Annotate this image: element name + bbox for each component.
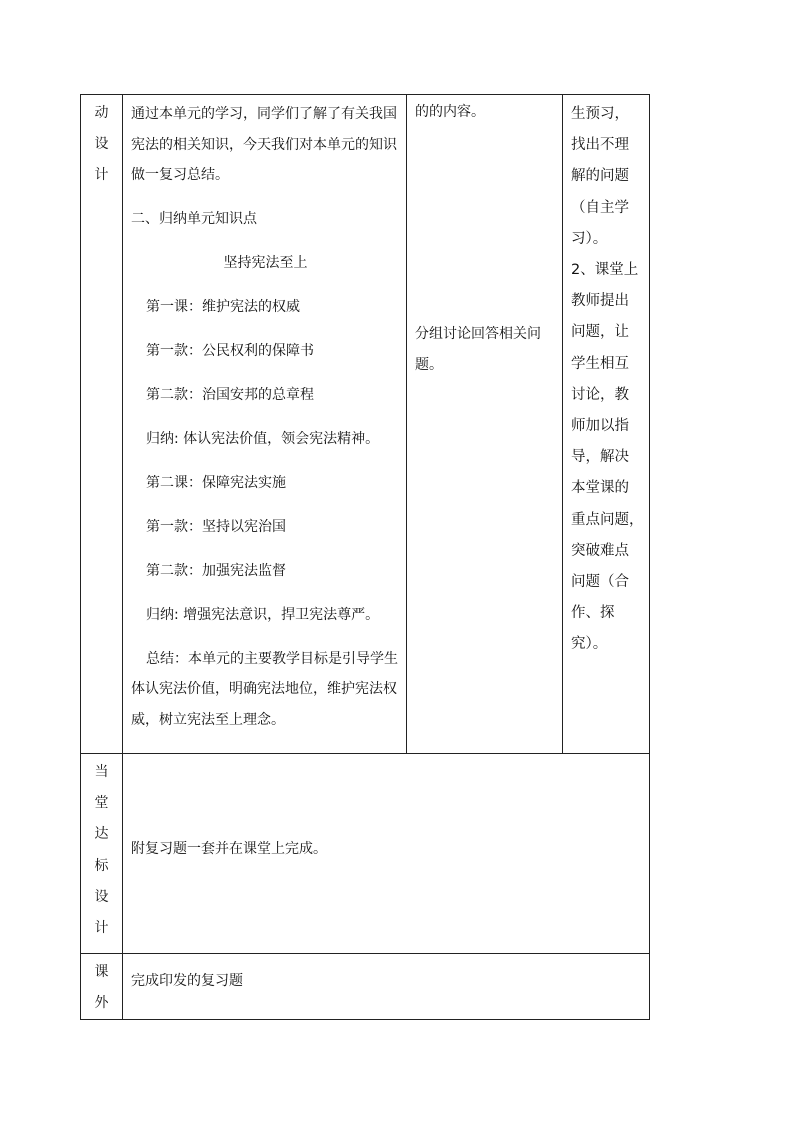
- content-line: 第二款：治国安邦的总章程: [146, 386, 314, 403]
- homework-label: [81, 954, 122, 1019]
- unit-title: 坚持宪法至上: [223, 254, 308, 271]
- content-line: 第一课：维护宪法的权威: [146, 298, 300, 315]
- label-char: 当: [94, 764, 109, 780]
- label-char: 设: [94, 136, 109, 153]
- homework-row: [81, 954, 650, 1020]
- intent-line: 2、课堂上: [571, 262, 639, 279]
- intent-line: 解的问题: [571, 168, 629, 185]
- content-line: 归纳: 增强宪法意识，捍卫宪法尊严。: [146, 606, 380, 623]
- practice-label: [81, 754, 122, 944]
- label-char: 计: [94, 167, 109, 184]
- practice-text: 附复习题一套并在课堂上完成。: [131, 841, 327, 857]
- label-char: 动: [94, 105, 109, 121]
- intent-line: 讨论，教: [571, 386, 629, 403]
- practice-row: [81, 754, 650, 954]
- intent-line: 学生相互: [571, 355, 629, 372]
- content-line: 归纳: 体认宪法价值，领会宪法精神。: [146, 430, 380, 447]
- content-line: 第二课：保障宪法实施: [146, 474, 286, 491]
- intent-line: 突破难点: [571, 542, 629, 559]
- intent-line: 究）。: [571, 636, 608, 653]
- homework-content-cell: [123, 954, 650, 1020]
- student-activity-cell: [407, 95, 563, 754]
- student-text-top: 的的内容。: [415, 104, 485, 120]
- homework-label-cell: [81, 954, 123, 1020]
- content-line: 第一款：公民权利的保障书: [146, 342, 314, 359]
- intro-paragraph: 通过本单元的学习，同学们了解了有关我国宪法的相关知识，今天我们对本单元的知识做一复习总结。: [131, 106, 397, 184]
- homework-text: 完成印发的复习题: [131, 973, 243, 989]
- intent-line: 生预习，: [571, 106, 629, 122]
- intent-line: 作、探: [571, 605, 615, 622]
- intent-line: 本堂课的: [571, 480, 629, 497]
- label-char: 课: [94, 964, 109, 980]
- label-char: 计: [94, 920, 109, 937]
- student-discussion: 分组讨论回答相关问题。: [415, 326, 541, 373]
- intent-line: （自主学: [571, 199, 629, 216]
- design-intent-cell: [563, 95, 650, 754]
- label-char: 堂: [94, 795, 109, 812]
- content-line: 第二款：加强宪法监督: [146, 562, 286, 579]
- intent-line: 教师提出: [571, 293, 629, 310]
- intent-line: 导，解决: [571, 449, 629, 466]
- practice-content-cell: [123, 754, 650, 954]
- activity-label: [81, 95, 122, 192]
- intent-line: 找出不理: [571, 137, 629, 154]
- activity-label-cell: [81, 95, 123, 754]
- teaching-content-cell: [123, 95, 407, 754]
- activity-row: [81, 95, 650, 754]
- intent-line: 问题（合: [571, 574, 629, 591]
- label-char: 标: [94, 857, 109, 874]
- intent-line: 师加以指: [571, 418, 629, 435]
- label-char: 达: [94, 826, 109, 843]
- intent-line: 问题，让: [571, 324, 629, 341]
- section-heading: 二、归纳单元知识点: [131, 211, 257, 228]
- label-char: 外: [94, 995, 109, 1012]
- content-line: 第一款：坚持以宪治国: [146, 518, 286, 535]
- practice-label-cell: [81, 754, 123, 954]
- intent-line: 习）。: [571, 230, 608, 247]
- summary-paragraph: [131, 644, 400, 736]
- label-char: 设: [94, 888, 109, 905]
- lesson-plan-table: [80, 94, 650, 1020]
- intent-line: 重点问题，: [571, 511, 644, 528]
- summary-text: 总结：本单元的主要教学目标是引导学生体认宪法价值，明确宪法地位，维护宪法权威，树立宪法至上理念。: [131, 650, 398, 728]
- design-intent-text: [563, 95, 649, 661]
